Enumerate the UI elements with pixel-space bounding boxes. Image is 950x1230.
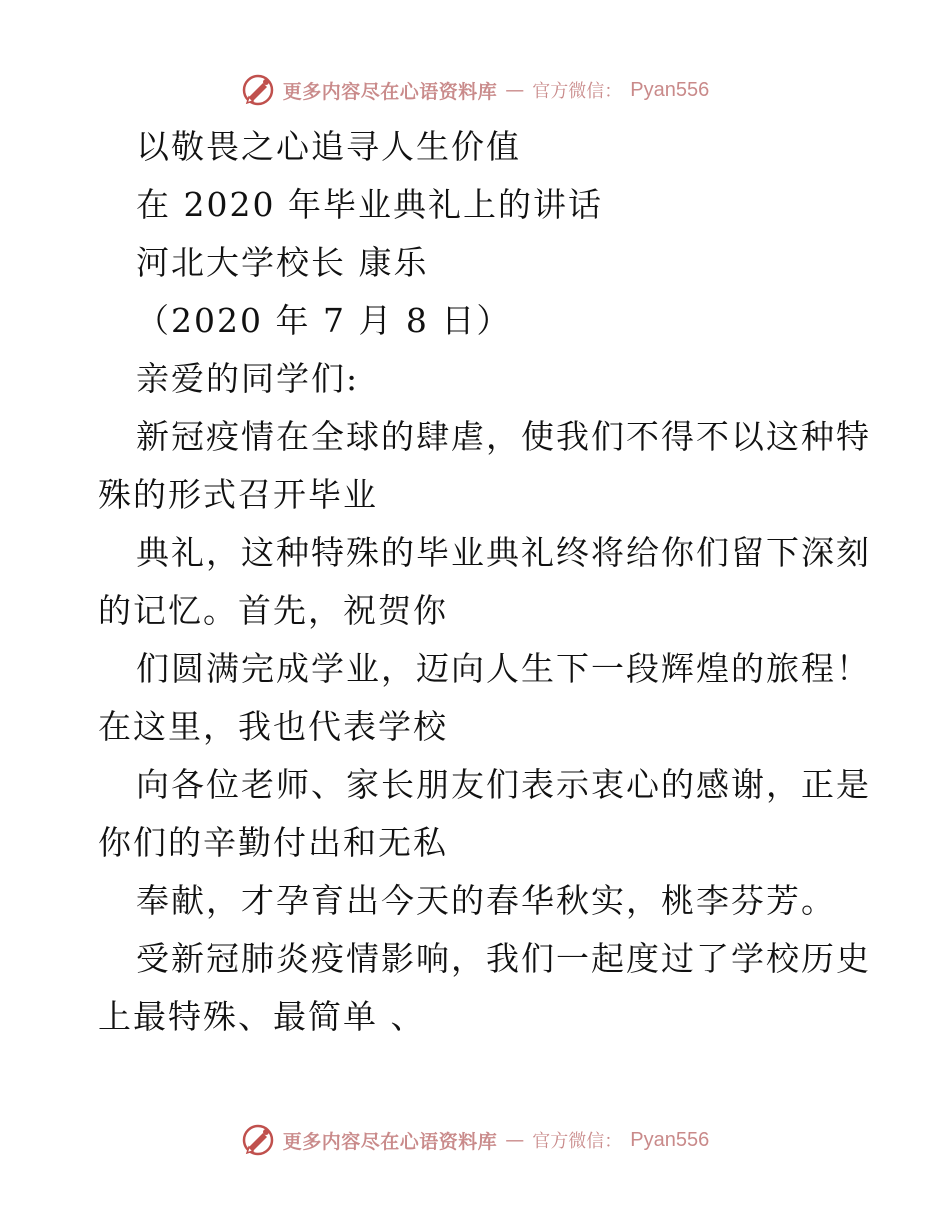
banner-dash: — xyxy=(505,1129,525,1151)
document-body xyxy=(98,118,871,1046)
banner-text: 更多内容尽在心语资料库 xyxy=(282,80,498,103)
paragraph-line: 新冠疫情在全球的肆虐，使我们不得不以这种特 xyxy=(136,417,871,456)
document-title: 以敬畏之心追寻人生价值 xyxy=(136,127,521,166)
pen-logo-icon xyxy=(241,1123,275,1157)
banner-wechat-handle: Pyan556 xyxy=(630,78,710,101)
footer-banner xyxy=(0,1120,950,1160)
banner-dash: — xyxy=(505,79,525,101)
document-subtitle: 在 2020 年毕业典礼上的讲话 xyxy=(136,185,603,224)
document-paragraphs xyxy=(98,408,871,1046)
banner-wechat-label: 官方微信： xyxy=(532,1131,623,1152)
document-speaker: 河北大学校长 康乐 xyxy=(136,243,429,282)
paragraph-line: 受新冠肺炎疫情影响，我们一起度过了学校历史 xyxy=(136,939,871,978)
paragraph-line: 的记忆。首先，祝贺你 xyxy=(98,591,448,630)
banner-text: 更多内容尽在心语资料库 xyxy=(282,1130,498,1153)
paragraph-line: 你们的辛勤付出和无私 xyxy=(98,823,448,862)
paragraph-line: 在这里，我也代表学校 xyxy=(98,707,448,746)
document-salutation: 亲爱的同学们: xyxy=(136,359,360,398)
paragraph-line: 上最特殊、最简单 、 xyxy=(98,997,426,1036)
paragraph-line: 向各位老师、家长朋友们表示衷心的感谢，正是 xyxy=(136,765,871,804)
document-date: （2020 年 7 月 8 日） xyxy=(136,301,512,340)
banner-wechat-label: 官方微信： xyxy=(532,81,623,102)
pen-logo-icon xyxy=(241,73,275,107)
banner-wechat-handle: Pyan556 xyxy=(630,1128,710,1151)
paragraph-line: 殊的形式召开毕业 xyxy=(98,475,378,514)
header-banner xyxy=(0,70,950,110)
paragraph-line: 们圆满完成学业，迈向人生下一段辉煌的旅程！ xyxy=(136,649,871,688)
paragraph-line: 典礼，这种特殊的毕业典礼终将给你们留下深刻 xyxy=(136,533,871,572)
paragraph-line: 奉献，才孕育出今天的春华秋实，桃李芬芳。 xyxy=(136,881,836,920)
